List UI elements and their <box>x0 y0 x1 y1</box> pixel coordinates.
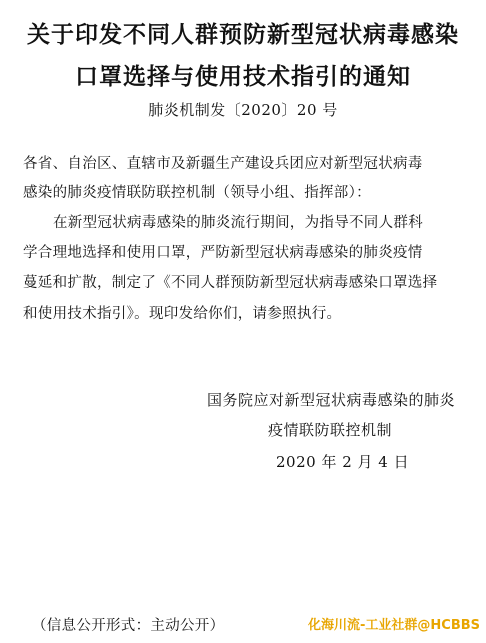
document-title-line-1: 关于印发不同人群预防新型冠状病毒感染 <box>27 21 459 48</box>
signature-line-2: 疫情联防联控机制 <box>268 421 393 439</box>
document-title-line-2: 口罩选择与使用技术指引的通知 <box>75 63 411 90</box>
document-date: 2020 年 2 月 4 日 <box>276 453 410 471</box>
disclosure-note: （信息公开形式：主动公开） <box>32 618 225 634</box>
signature-line-1: 国务院应对新型冠状病毒感染的肺炎 <box>207 391 456 409</box>
salutation-line-1: 各省、自治区、直辖市及新疆生产建设兵团应对新型冠状病毒 <box>23 156 423 172</box>
salutation-line-2: 感染的肺炎疫情联防联控机制（领导小组、指挥部）： <box>23 185 371 201</box>
body-line-2: 学合理地选择和使用口罩，严防新型冠状病毒感染的肺炎疫情 <box>23 245 423 261</box>
watermark-label: 化海川流-工业社群@HCBBS <box>308 618 480 633</box>
body-line-1: 在新型冠状病毒感染的肺炎流行期间，为指导不同人群科 <box>53 215 423 231</box>
body-line-4: 和使用技术指引》。现印发给你们，请参照执行。 <box>23 306 342 322</box>
document-number: 肺炎机制发〔2020〕20 号 <box>148 101 338 119</box>
body-line-3: 蔓延和扩散，制定了《不同人群预防新型冠状病毒感染口罩选择 <box>23 275 438 291</box>
